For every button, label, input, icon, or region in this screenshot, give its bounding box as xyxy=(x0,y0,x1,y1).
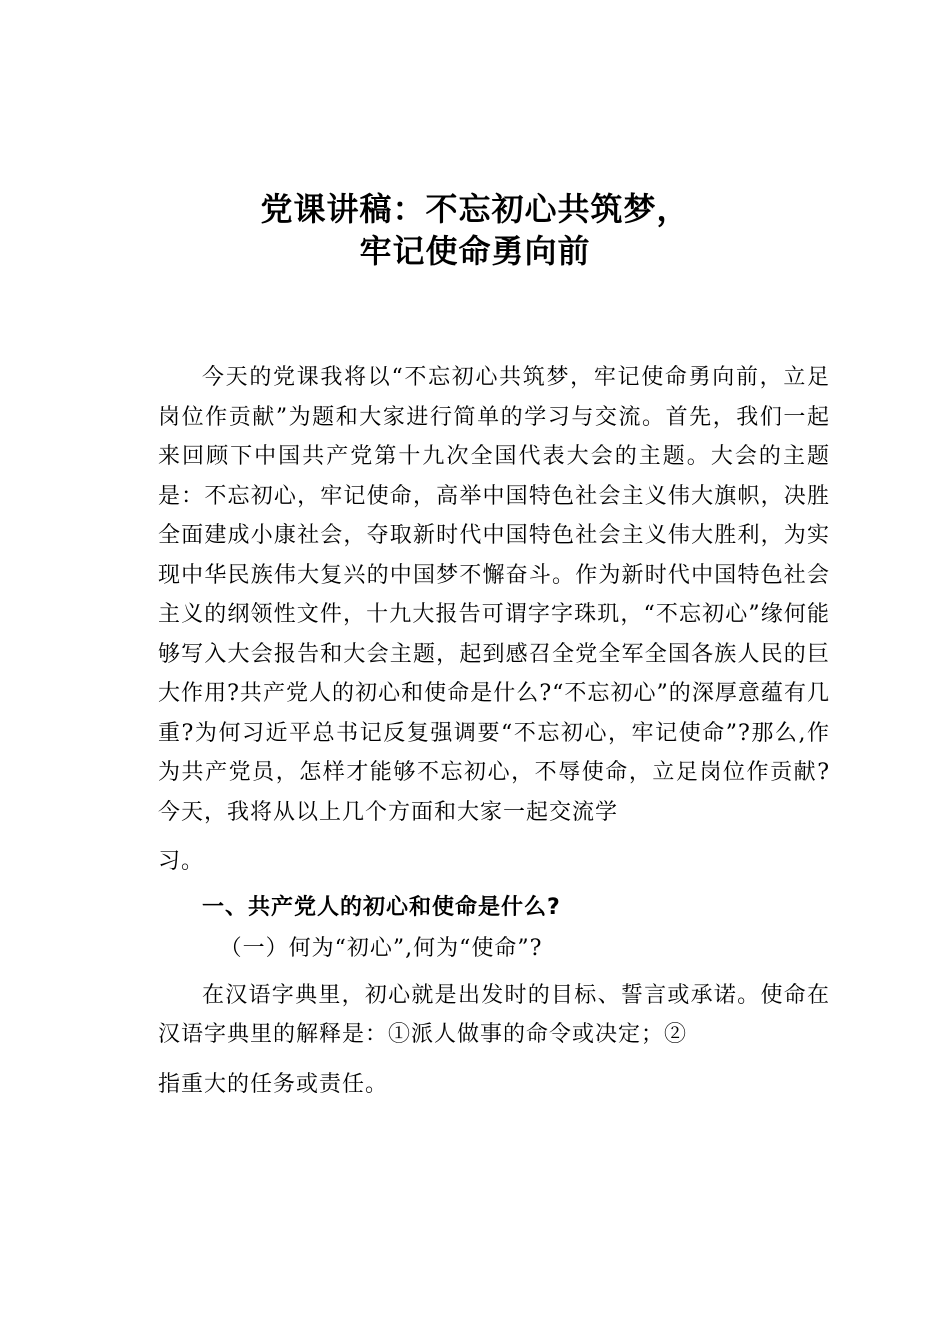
definition-paragraph-tail: 指重大的任务或责任。 xyxy=(158,1071,389,1097)
intro-paragraph-text: 今天的党课我将以“不忘初心共筑梦，牢记使命勇向前，立足岗位作贡献”为题和大家进行简单的学习与交流。首先，我们一起来回顾下中国共产党第十九次全国代表大会的主题。大会的主题是：不忘初心，牢记使命，高举中国特色社会主义伟大旗帜，决胜全面建成小康社会，夺取新时代中国特色社会主义伟大胜利，为实现中华民族伟大复兴的中国梦不懈奋斗。作为新时代中国特色社会主义的纲领性文件，十九大报告可谓字字珠玑，“不忘初心”缘何能够写入大会报告和大会主题，起到感召全党全军全国各族人民的巨大作用?共产党人的初心和使命是什么?“不忘初心”的深厚意蕴有几重?为何习近平总书记反复强调要“不忘初心，牢记使命”?那么,作为共产党员，怎样才能够不忘初心，不辱使命，立足岗位作贡献?今天，我将从以上几个方面和大家一起交流学 xyxy=(158,365,830,825)
definition-paragraph xyxy=(158,976,830,1105)
document-title xyxy=(0,188,950,272)
section-heading-1: 一、共产党人的初心和使命是什么? xyxy=(202,894,561,920)
definition-paragraph-text: 在汉语字典里，初心就是出发时的目标、誓言或承诺。使命在汉语字典里的解释是：①派人做事的命令或决定；② xyxy=(158,982,830,1047)
title-line-2: 牢记使命勇向前 xyxy=(359,232,591,270)
intro-paragraph-tail: 习。 xyxy=(158,849,205,874)
intro-paragraph xyxy=(158,358,830,882)
document-body xyxy=(158,358,830,1104)
title-line-1: 党课讲稿：不忘初心共筑梦， xyxy=(260,190,690,228)
subsection-heading-1: （一）何为“初心”,何为“使命”? xyxy=(219,935,543,961)
